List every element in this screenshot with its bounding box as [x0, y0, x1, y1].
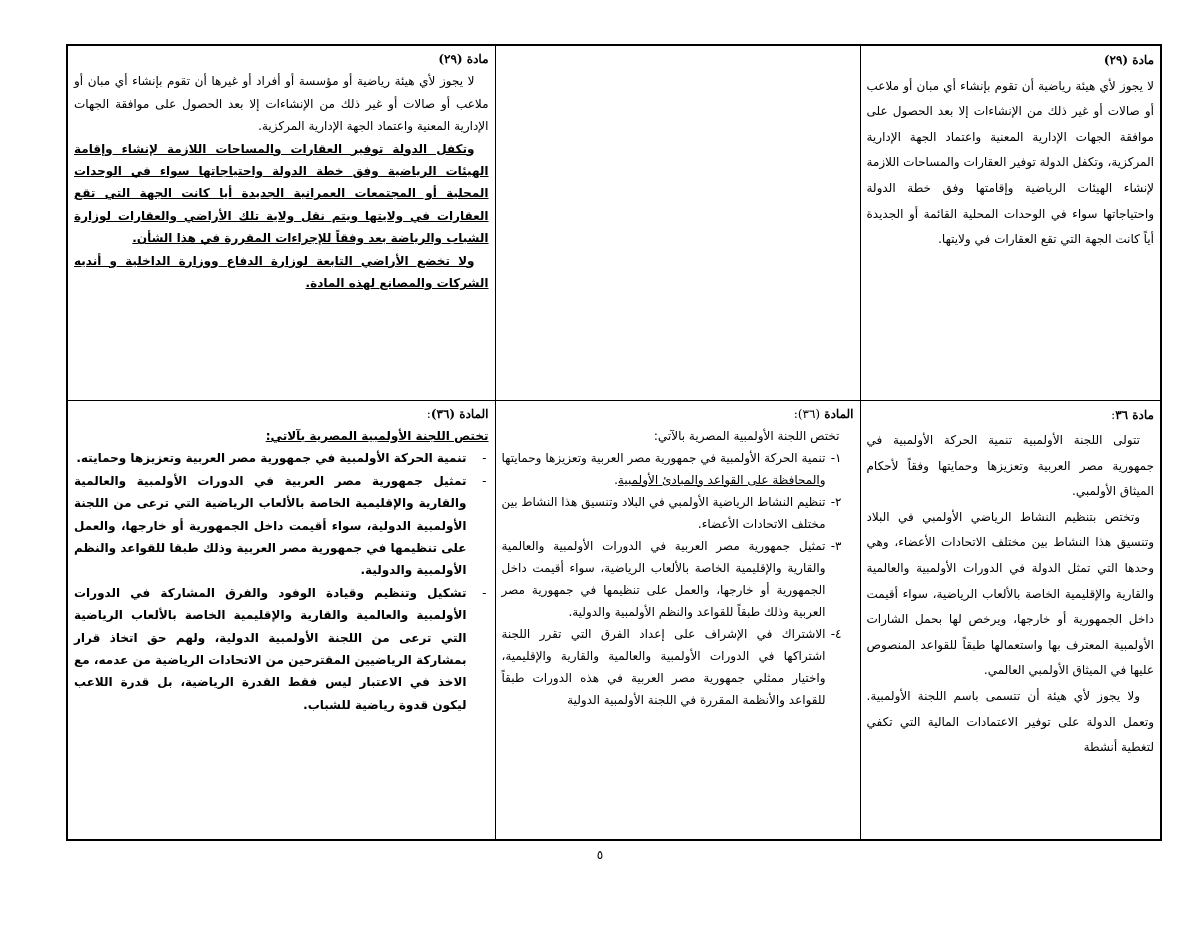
cell-bottom-right: [860, 400, 1161, 840]
heading-number: (٣٦): [430, 406, 456, 421]
article-paragraph: ولا يجوز لأي هيئة أن تتسمى باسم اللجنة الأولمبية. وتعمل الدولة على توفير الاعتمادات المالية التي تكفي لتغطية أنشطة: [866, 689, 1154, 755]
heading-word: المادة: [459, 406, 489, 421]
cell-top-middle: [495, 45, 860, 400]
heading-word: مادة ٣٦: [1115, 407, 1154, 422]
list-number: ٤-: [830, 626, 842, 641]
list-item-text: تنمية الحركة الأولمبية في جمهورية مصر العربية وتعزيزها وحمايتها و: [501, 450, 826, 487]
article-intro: تختص اللجنة الأولمبية المصرية بآلاتي:: [265, 428, 489, 443]
list-item-text: تمثيل جمهورية مصر العربية في الدورات الأولمبية والعالمية والقارية والإقليمية الخاصة بالألعاب الرياضية التي ترعى من اللجنة الأولمبية الدولية، سواء أقيمت داخل الجمهورية أو خارجها، والعمل على تنظيمها في جمهورية مصر العربية وذلك طبقا للقواعد والنظم الأولمبية والدولية.: [74, 473, 467, 578]
list-item-text: تنمية الحركة الأولمبية في جمهورية مصر العربية وتعزيزها وحمايته.: [76, 451, 467, 466]
cell-bottom-middle: [495, 400, 860, 840]
cell-top-left: [67, 45, 495, 400]
list-item: [74, 582, 487, 716]
list-dash: -: [482, 585, 487, 600]
list-number: ٢-: [830, 494, 842, 509]
article-paragraph: وتختص بتنظيم النشاط الرياضي الأولمبي في البلاد وتنسيق هذا النشاط بين مختلف الاتحادات الأعضاء، وهي وحدها التي تمثل الدولة في الدورات الأولمبية والعالمية والقارية والإقليمية الخاصة بالألعاب الرياضية، سواء أقيمت داخل الجمهورية أو خارجها، ويرخص لها بحمل الشارات الأولمبية المعترف بها واستعمالها طبقاً للقواعد المنصوص عليها في الميثاق الأولمبي العالمي.: [866, 509, 1154, 678]
list-item-text: تمثيل جمهورية مصر العربية في الدورات الأولمبية والعالمية والقارية والإقليمية الخاصة بالألعاب الرياضية، سواء أقيمت داخل الجمهورية أو خارجها، والعمل على تنظيمها في جمهورية مصر العربية وذلك طبقاً للقواعد والنظم الأولمبية والدولية.: [501, 538, 826, 619]
article-heading: [502, 403, 854, 425]
article-list: [502, 447, 854, 711]
list-dash: -: [482, 473, 487, 488]
list-item: [74, 447, 487, 469]
table-row: [67, 45, 1161, 400]
table-row: [67, 400, 1161, 840]
list-number: ٣-: [830, 538, 842, 553]
article-paragraph-added: ولا تخضع الأراضي التابعة لوزارة الدفاع ووزارة الداخلية و أنديه الشركات والمصانع لهذه المادة.: [74, 253, 489, 291]
list-item: [502, 623, 842, 711]
article-heading: [74, 403, 489, 425]
heading-word: المادة: [824, 406, 854, 421]
list-item-text-end: .: [614, 472, 618, 487]
article-paragraph: لا يجوز لأي هيئة رياضية أو مؤسسة أو أفراد أو غيرها أن تقوم بإنشاء أي مبان أو ملاعب أو صالات أو غير ذلك من الإنشاءات إلا بعد الحصول على موافقة الجهات الإدارية المعنية واعتماد الجهة الإدارية المركزية.: [74, 74, 489, 134]
list-item: [502, 491, 842, 535]
page-number: ٥: [596, 848, 604, 862]
article-intro: تختص اللجنة الأولمبية المصرية بالآتي:: [653, 428, 840, 443]
list-item: [74, 470, 487, 582]
list-item-text: تنظيم النشاط الرياضية الأولمبي في البلاد وتنسيق هذا النشاط بين مختلف الاتحادات الأعضاء.: [501, 494, 826, 531]
cell-bottom-left: [67, 400, 495, 840]
list-item: [502, 535, 842, 623]
article-paragraph-added: وتكفل الدولة توفير العقارات والمساحات اللازمة لإنشاء وإقامة الهيئات الرياضية وفق خطة الدولة واحتياجاتها سواء في الوحدات المحلية أو المجتمعات العمرانية الجديدة أيا كانت الجهة التي تقع العقارات في ولايتها ويتم نقل ولاية تلك الأراضي والعقارات لوزارة الشباب والرياضة بعد وفقاً للإجراءات المقررة في هذا الشأن.: [74, 141, 489, 246]
list-dash: -: [482, 451, 487, 466]
article-heading: مادة (٢٩): [1103, 53, 1154, 67]
heading-number: (٣٦): [797, 406, 821, 421]
list-number: ١-: [830, 450, 842, 465]
list-item-text-underlined: المحافظة على القواعد والمبادئ الأولمبية: [617, 472, 820, 487]
heading-colon: :: [426, 406, 431, 421]
cell-top-right: [860, 45, 1161, 400]
comparison-table: [66, 44, 1162, 841]
article-list: [74, 447, 489, 716]
article-heading: مادة (٢٩): [438, 52, 489, 66]
article-paragraph: تتولى اللجنة الأولمبية تنمية الحركة الأولمبية في جمهورية مصر العربية وتعزيزها وحمايتها وفقاً لأحكام الميثاق الأولمبي.: [866, 433, 1154, 499]
list-item-text: تشكيل وتنظيم وقيادة الوفود والفرق المشاركة في الدورات الأولمبية والعالمية والقارية والإقليمية الخاصة بالألعاب الرياضية التي ترعى من اللجنة الأولمبية الدولية، ولهم حق اتخاذ قرار بمشاركة الرياضيين المقترحين من الاتحادات الرياضية من عدمه، مع الاخذ في الاعتبار ليس فقط القدرة الرياضية، بل قدرة اللاعب ليكون قدوة رياضية للشباب.: [74, 585, 467, 712]
article-heading: [867, 403, 1155, 429]
heading-colon: :: [1111, 407, 1116, 422]
heading-colon: :: [793, 406, 798, 421]
article-paragraph: لا يجوز لأي هيئة رياضية أن تقوم بإنشاء أي مبان أو ملاعب أو صالات أو غير ذلك من الإنشاءات إلا بعد الحصول على موافقة الجهات الإدارية المعنية واعتماد الجهة الإدارية المركزية، وتكفل الدولة توفير العقارات والمساحات اللازمة لإنشاء الهيئات الرياضية وإقامتها وفق خطة الدولة واحتياجاتها سواء في الوحدات المحلية القائمة أو الجديدة أياً كانت الجهة التي تقع العقارات في ولايتها.: [866, 78, 1154, 247]
list-item: [502, 447, 842, 491]
list-item-text: الاشتراك في الإشراف على إعداد الفرق التي تقرر اللجنة اشتراكها في الدورات الأولمبية والعالمية والقارية والإقليمية، واختيار ممثلي جمهورية مصر العربية في هذه الدورات طبقاً للقواعد والأنظمة المقررة في اللجنة الأولمبية الدولية: [501, 626, 826, 707]
